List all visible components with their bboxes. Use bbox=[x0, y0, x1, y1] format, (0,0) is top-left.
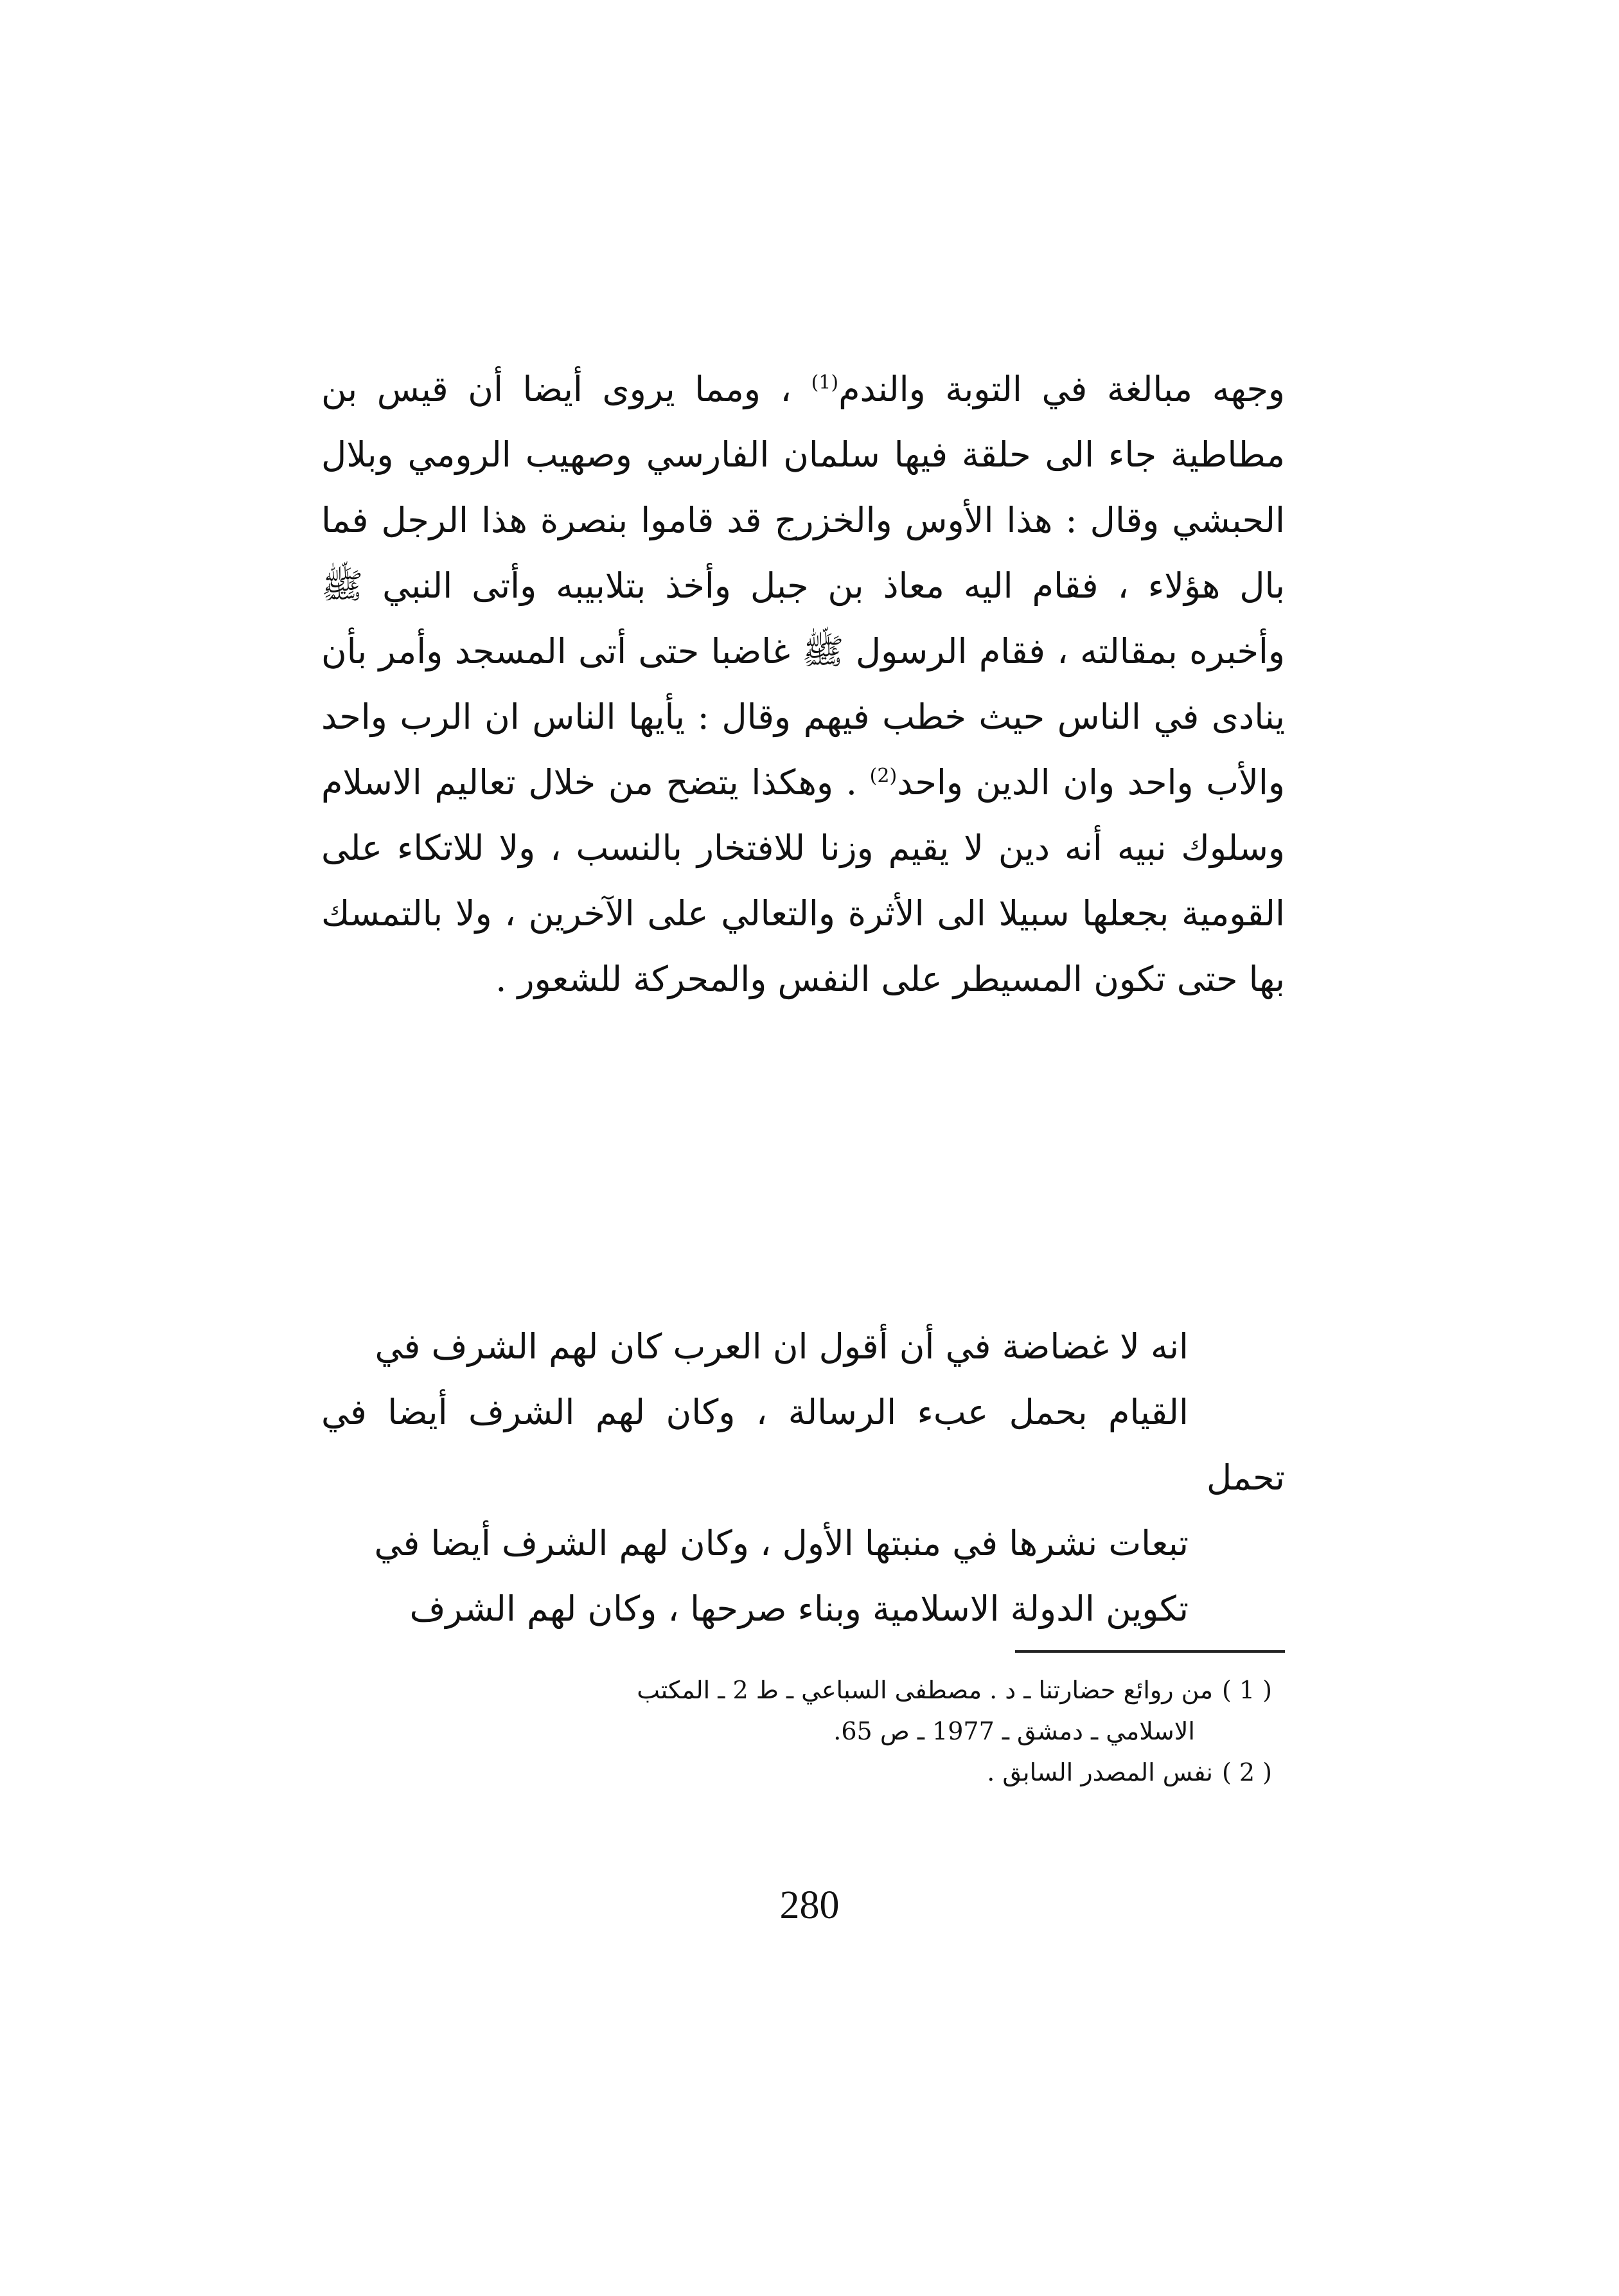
footnote-1 bbox=[321, 1669, 1272, 1752]
body-paragraph-1 bbox=[321, 357, 1285, 1012]
paragraph-text: ، ومما يروى أيضا أن قيس بن مطاطية جاء الى حلقة فيها سلمان الفارسي وصهيب الرومي وبلال الحبشي وقال : هذا الأوس والخزرج قد قاموا بنصرة هذا الرجل فما بال هؤلاء ، فقام اليه معاذ بن جبل وأخذ بتلابيبه وأتى النبي ﷺ وأخبره بمقالته ، فقام الرسول ﷺ غاضبا حتى أتى المسجد وأمر بأن ينادى في الناس حيث خطب فيهم وقال : يأيها الناس ان الرب واحد والأب واحد وان الدين واحد bbox=[321, 369, 1285, 803]
footnote-text: نفس المصدر السابق . bbox=[987, 1758, 1213, 1786]
page-number: 280 bbox=[779, 1883, 840, 1927]
footnote-divider bbox=[1015, 1650, 1285, 1653]
paragraph-text: وجهه مبالغة في التوبة والندم bbox=[838, 369, 1285, 409]
footnote-number: ( 1 ) bbox=[1222, 1676, 1272, 1704]
footnotes-section bbox=[321, 1669, 1272, 1793]
paragraph-text: . وهكذا يتضح من خلال تعاليم الاسلام وسلوك نبيه أنه دين لا يقيم وزنا للافتخار بالنسب ، ولا للاتكاء على القومية بجعلها سبيلا الى الأثرة والتعالي على الآخرين ، ولا بالتمسك بها حتى تكون المسيطر على النفس والمحركة للشعور . bbox=[321, 762, 1285, 999]
footnote-continuation: الاسلامي ـ دمشق ـ 1977 ـ ص 65. bbox=[833, 1717, 1195, 1745]
body-paragraph-2 bbox=[321, 1314, 1285, 1642]
footnote-marker-1: (1) bbox=[811, 371, 839, 394]
footnote-2 bbox=[321, 1752, 1272, 1793]
paragraph-line: تكوين الدولة الاسلامية وبناء صرحها ، وكان لهم الشرف bbox=[409, 1589, 1189, 1629]
footnote-marker-2: (2) bbox=[869, 765, 898, 787]
footnote-number: ( 2 ) bbox=[1222, 1758, 1272, 1786]
paragraph-line: القيام بحمل عبء الرسالة ، وكان لهم الشرف أيضا في تحمل bbox=[321, 1392, 1285, 1498]
footnote-text: من روائع حضارتنا ـ د . مصطفى السباعي ـ ط 2 ـ المكتب bbox=[637, 1676, 1213, 1704]
paragraph-line: تبعات نشرها في منبتها الأول ، وكان لهم الشرف أيضا في bbox=[374, 1523, 1189, 1563]
paragraph-line: انه لا غضاضة في أن أقول ان العرب كان لهم الشرف في bbox=[375, 1326, 1189, 1367]
